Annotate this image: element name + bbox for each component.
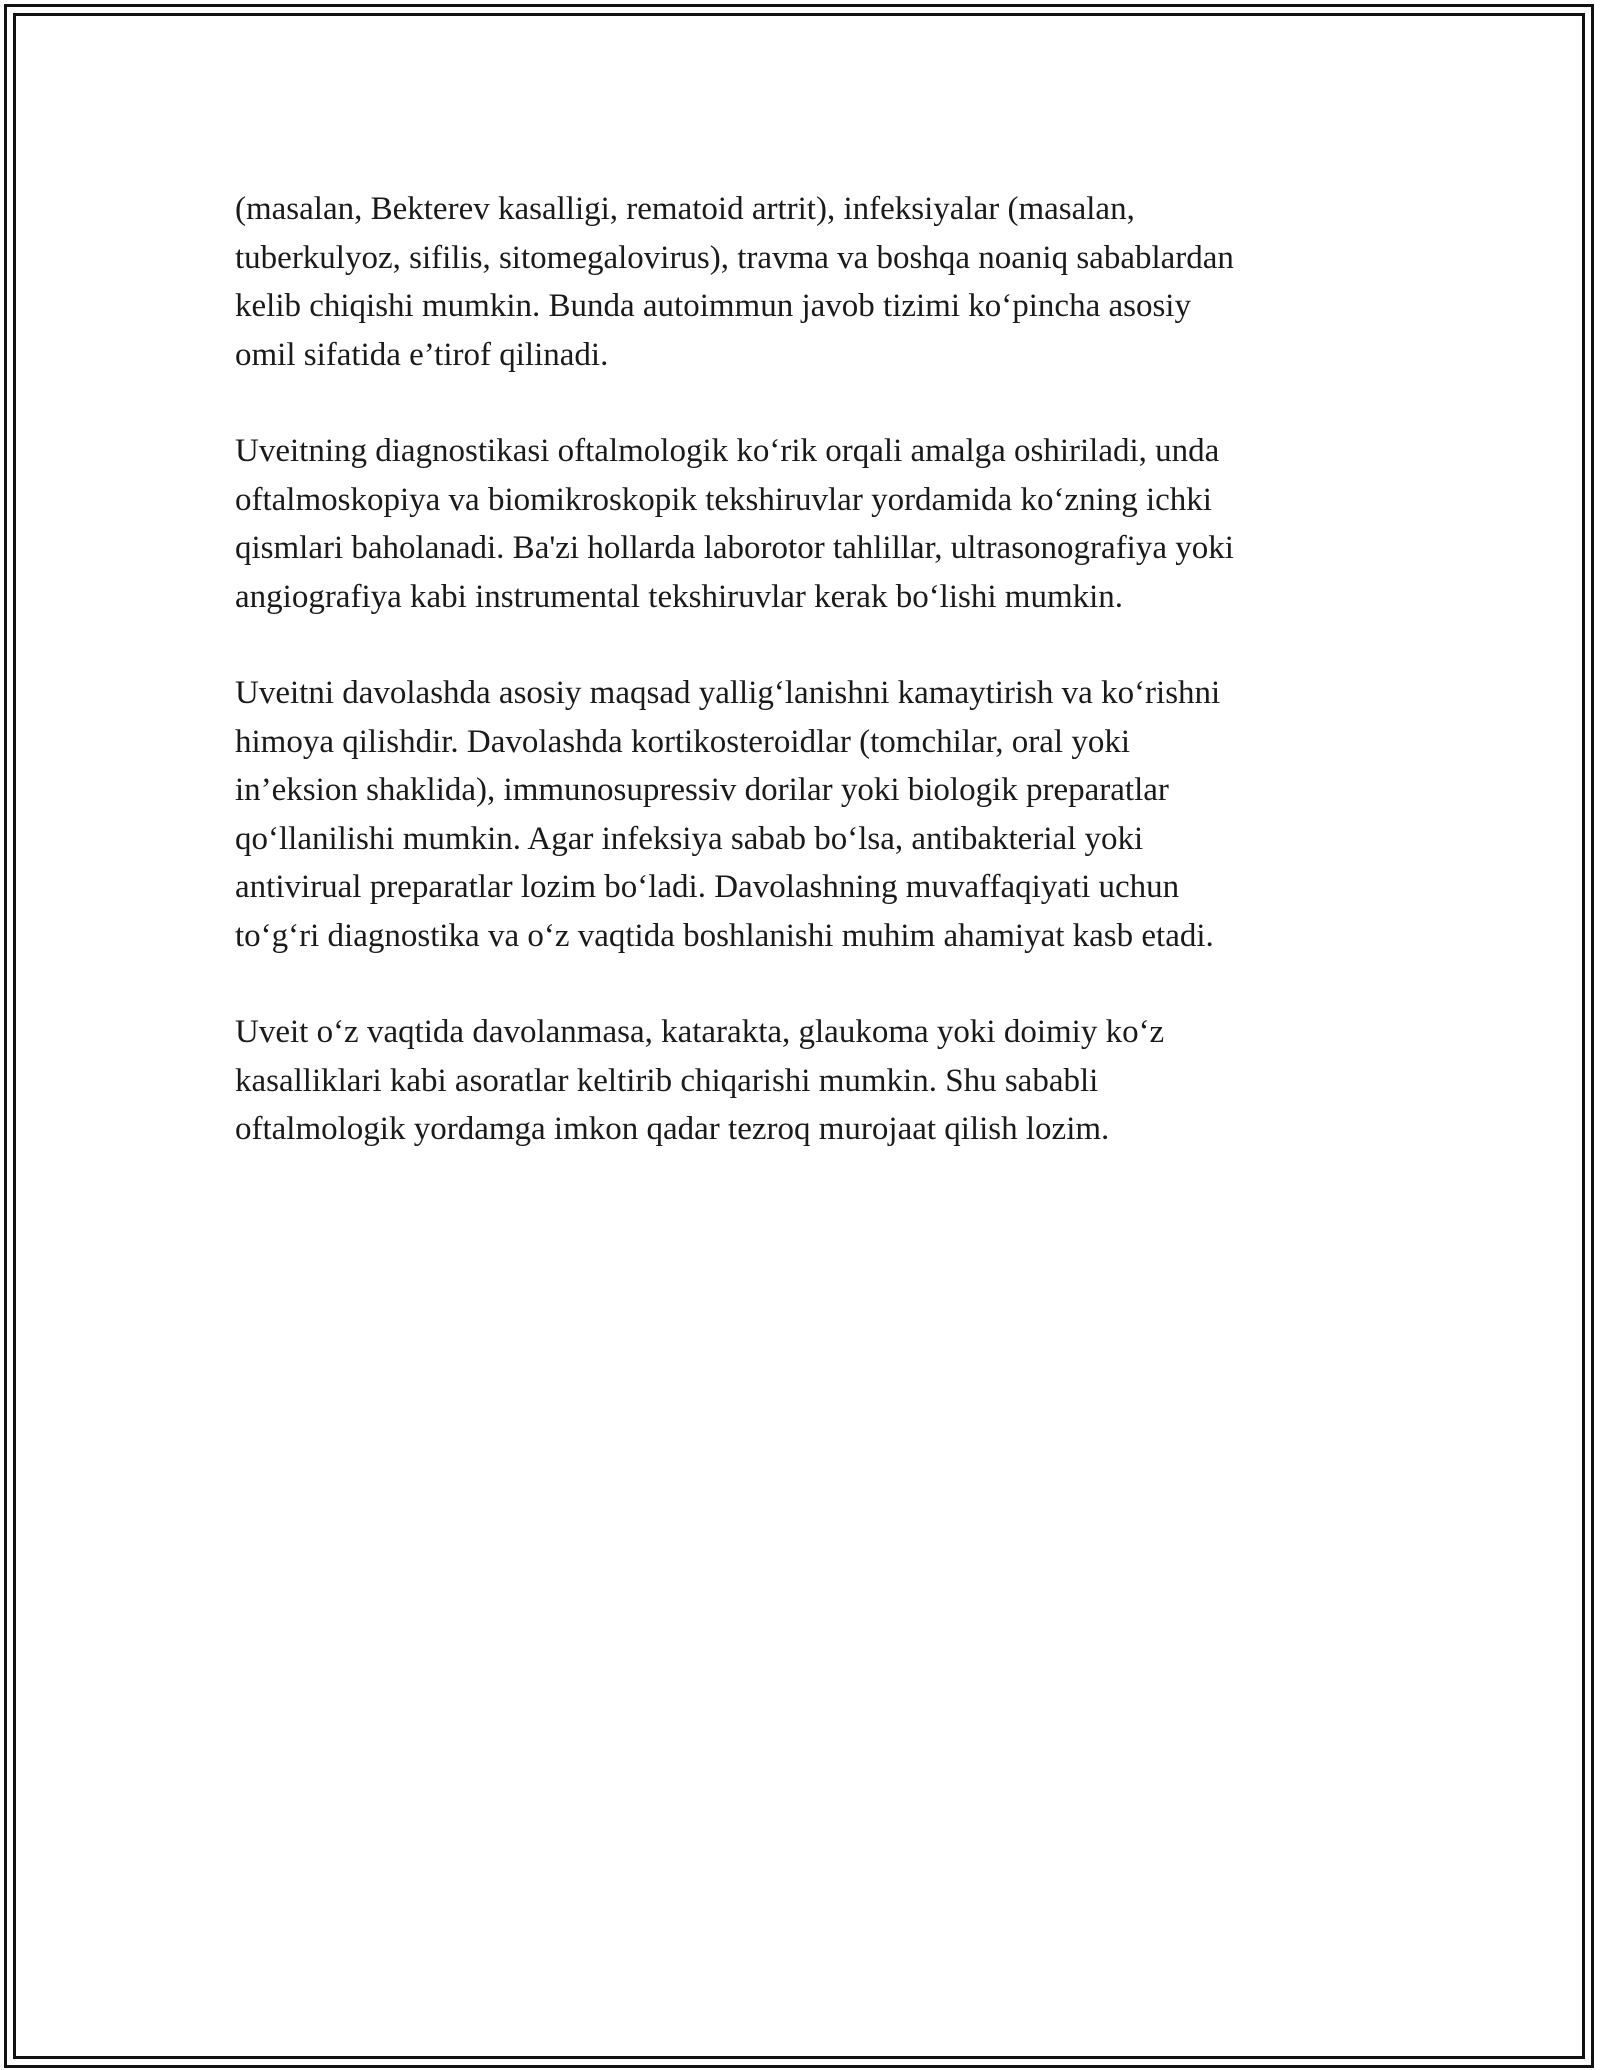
text-line: kelib chiqishi mumkin. Bunda autoimmun javob tizimi ko‘pincha asosiy (235, 288, 1191, 324)
text-line: antivirual preparatlar lozim bo‘ladi. Davolashning muvaffaqiyati uchun (235, 869, 1180, 905)
text-line: himoya qilishdir. Davolashda kortikosteroidlar (tomchilar, oral yoki (235, 723, 1130, 760)
text-line: qismlari baholanadi. Ba'zi hollarda laborotor tahlillar, ultrasonografiya yoki (235, 530, 1234, 566)
text-line: tuberkulyoz, sifilis, sitomegalovirus), travma va boshqa noaniq sabablardan (235, 239, 1234, 276)
document-body (235, 185, 1365, 1202)
text-line: (masalan, Bekterev kasalligi, rematoid artrit), infeksiyalar (masalan, (235, 191, 1135, 227)
text-line: in’eksion shaklida), immunosupressiv dorilar yoki biologik preparatlar (235, 772, 1169, 808)
paragraph-causes (235, 185, 1365, 379)
paragraph-complications (235, 1008, 1365, 1154)
text-line: angiografiya kabi instrumental tekshiruvlar kerak bo‘lishi mumkin. (235, 578, 1124, 615)
paragraph-treatment (235, 669, 1365, 960)
text-line: Uveit o‘z vaqtida davolanmasa, katarakta, glaukoma yoki doimiy ko‘z (235, 1014, 1165, 1050)
text-line: Uveitning diagnostikasi oftalmologik ko‘rik orqali amalga oshiriladi, unda (235, 433, 1220, 469)
text-line: omil sifatida e’tirof qilinadi. (235, 336, 609, 373)
text-line: oftalmoskopiya va biomikroskopik tekshiruvlar yordamida ko‘zning ichki (235, 481, 1212, 518)
paragraph-diagnostics (235, 427, 1365, 621)
text-line: Uveitni davolashda asosiy maqsad yallig‘lanishni kamaytirish va ko‘rishni (235, 675, 1221, 711)
text-line: to‘g‘ri diagnostika va o‘z vaqtida boshlanishi muhim ahamiyat kasb etadi. (235, 917, 1214, 954)
text-line: kasalliklari kabi asoratlar keltirib chiqarishi mumkin. Shu sababli (235, 1062, 1099, 1099)
text-line: oftalmologik yordamga imkon qadar tezroq murojaat qilish lozim. (235, 1111, 1110, 1147)
text-line: qo‘llanilishi mumkin. Agar infeksiya sabab bo‘lsa, antibakterial yoki (235, 820, 1144, 857)
